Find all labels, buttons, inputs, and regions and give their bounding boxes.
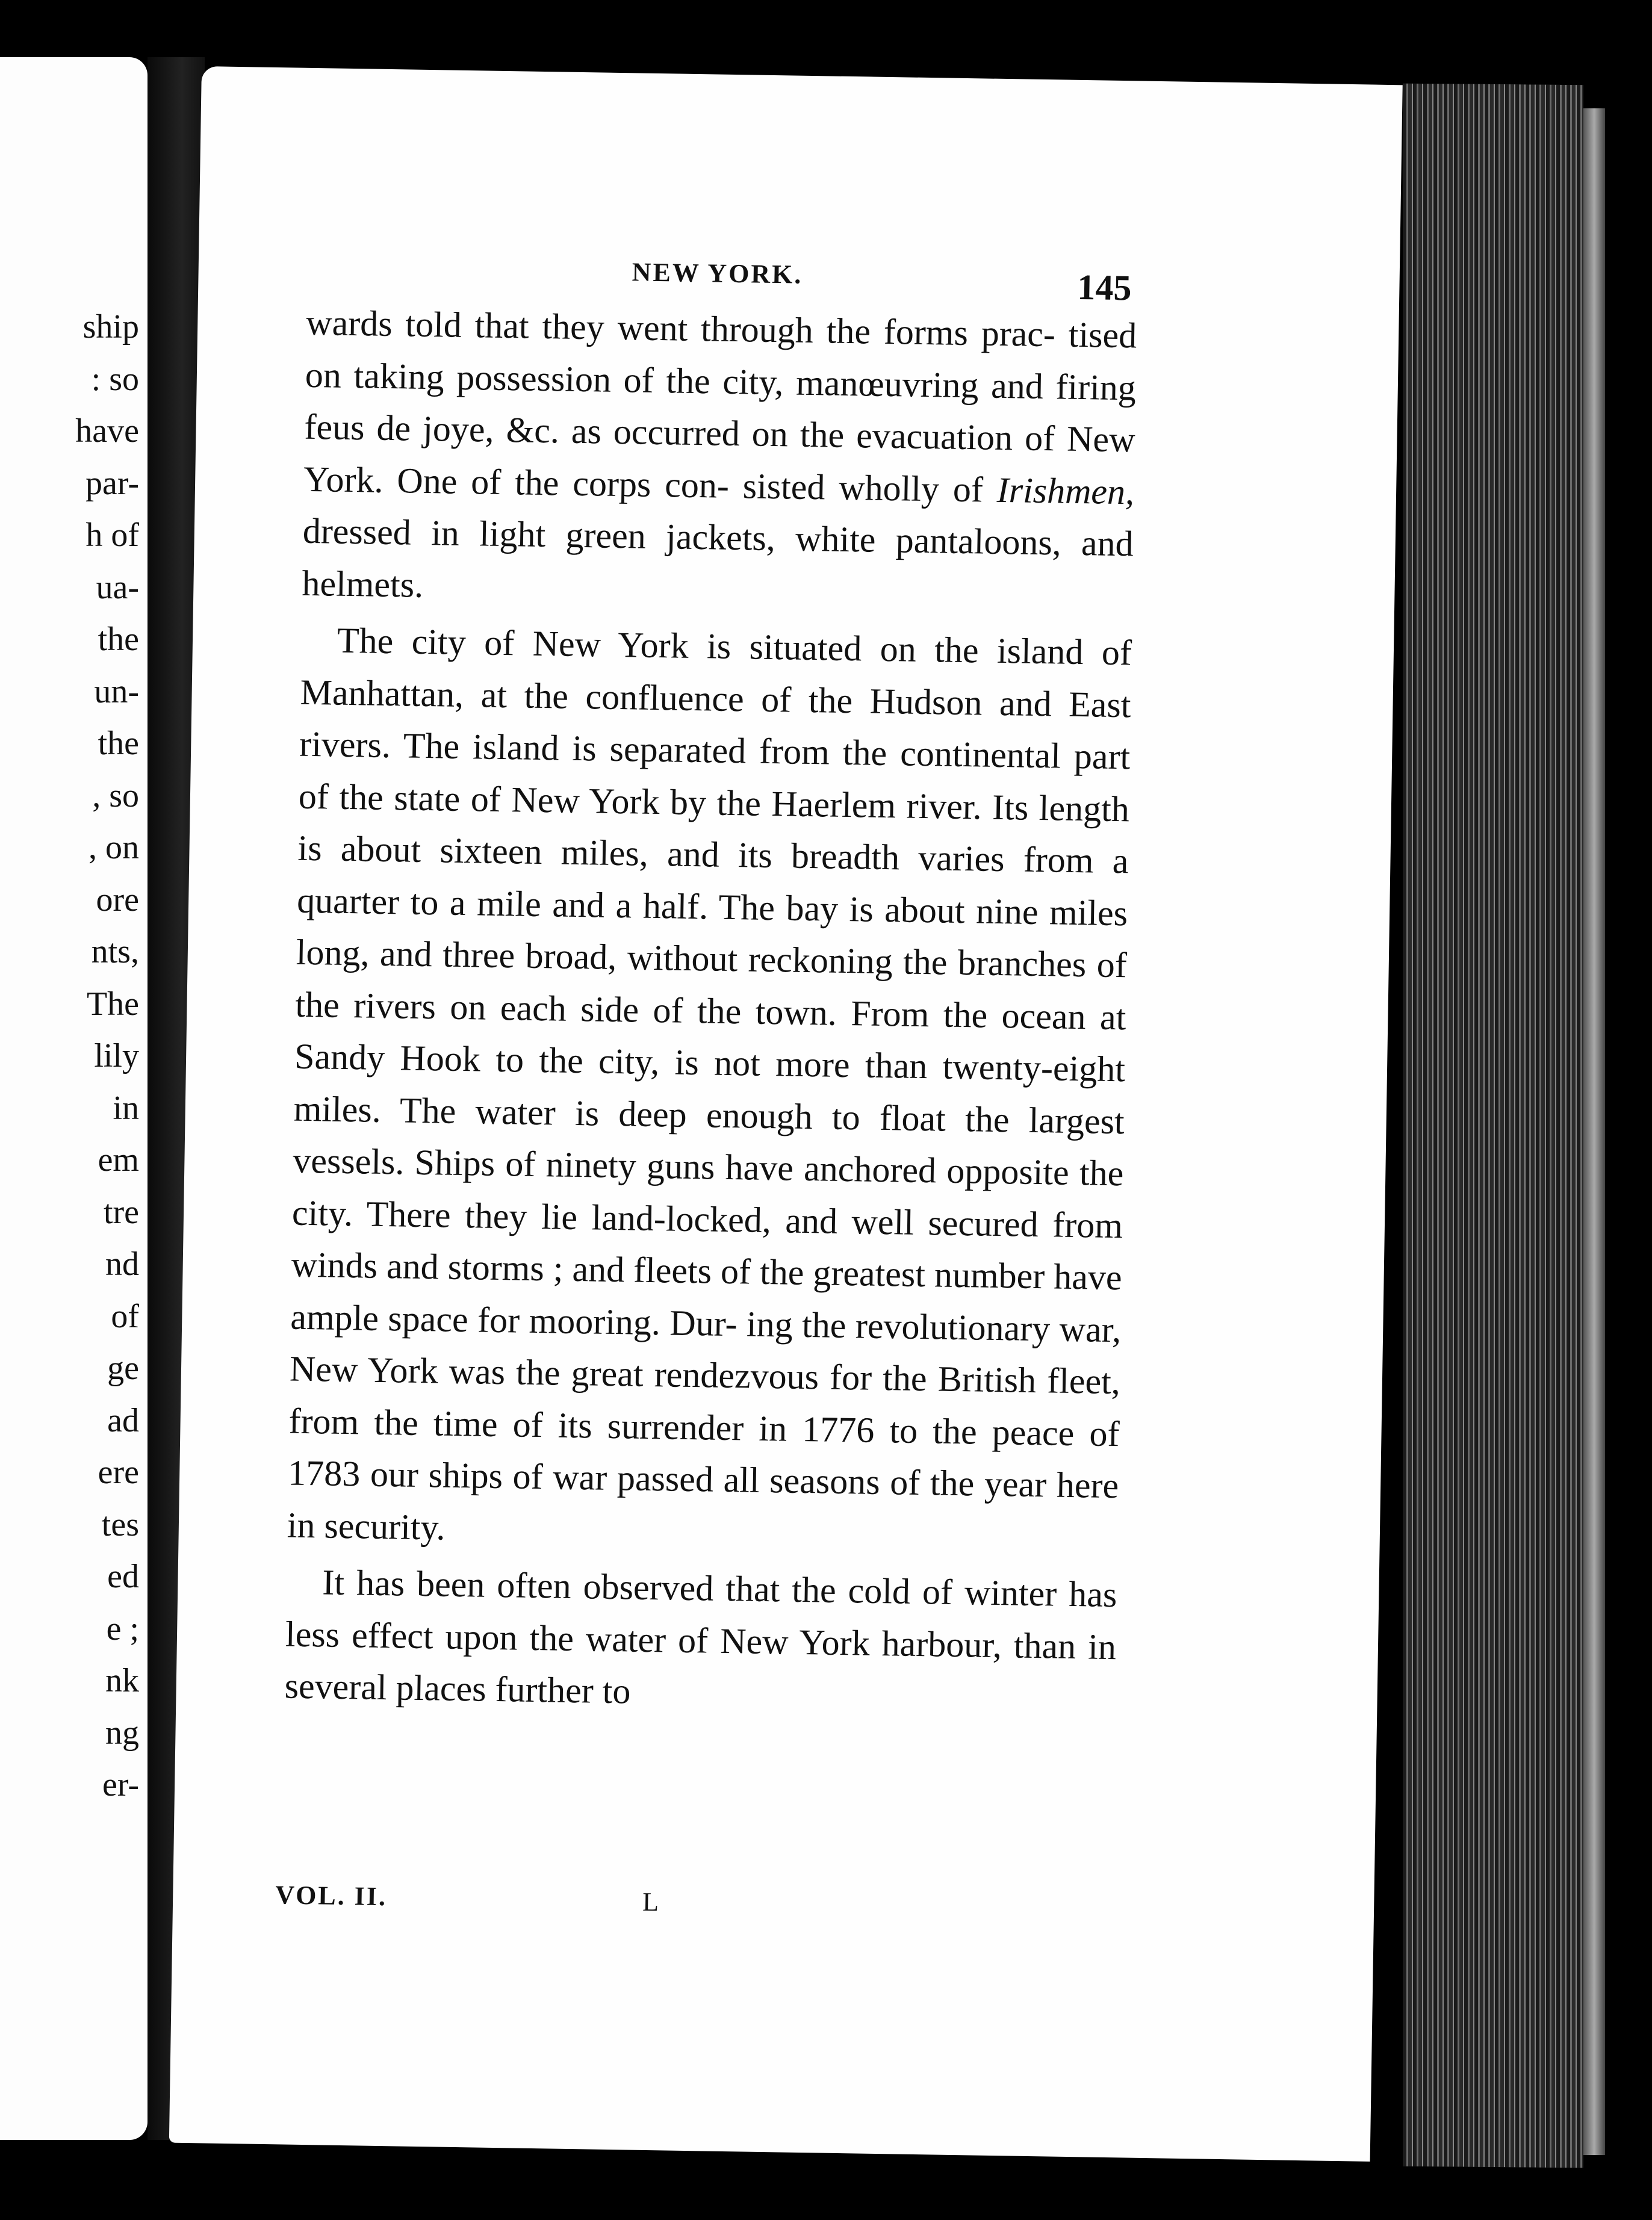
left-page-fragment: er-	[102, 1766, 139, 1803]
left-page-fragment: in	[113, 1089, 139, 1127]
left-page-fragment: : so	[91, 360, 139, 398]
text-line: and firing feus de joye, &c. as occurred on the	[304, 365, 1137, 455]
text-line: ing the revolutionary war, New York was the	[289, 1303, 1122, 1393]
left-page-fragment: ed	[107, 1558, 139, 1595]
text-line: enough to float the largest vessels. Ships of	[292, 1094, 1125, 1184]
paragraph	[284, 1556, 1117, 1725]
text-line: of Manhattan, at the confluence of the Hudson	[300, 632, 1132, 722]
text-line: The city of New York is situated on the island	[337, 620, 1084, 672]
left-page-fragment: ore	[96, 881, 139, 919]
text-line: year here in security.	[287, 1463, 1119, 1548]
left-page-fragment: h of	[85, 516, 139, 554]
left-page-fragment: lily	[94, 1037, 139, 1074]
left-page-fragment: ua-	[96, 568, 139, 606]
left-page-fragment: nk	[105, 1662, 139, 1699]
left-page-fragment: nts,	[91, 933, 139, 970]
text-line: great rendezvous for the British fleet, from the	[288, 1353, 1121, 1443]
text-line: Haerlem river. Its length is about sixteen miles,	[297, 783, 1130, 873]
left-page-fragment: par-	[85, 464, 139, 502]
text-line: and a half. The bay is about nine miles long,	[296, 884, 1128, 973]
text-line: evacuation of New York. One of the corps con-	[303, 415, 1135, 506]
left-page-fragment: e ;	[106, 1610, 139, 1648]
left-page-fragment: tes	[101, 1505, 139, 1543]
left-page-fragment: The	[86, 985, 139, 1023]
left-page-fragment: ship	[82, 308, 139, 346]
running-header: NEW YORK.	[632, 257, 803, 290]
paragraph	[287, 614, 1132, 1564]
text-line: and East rivers. The island is separated from the	[299, 683, 1132, 774]
text-line: wards told that they went through the forms prac-	[305, 302, 1056, 355]
left-page-fragment: the	[98, 621, 139, 658]
text-line: and its breadth varies from a quarter to a mile	[296, 834, 1129, 924]
left-page-fragment: of	[111, 1297, 139, 1335]
emphasis-text: Irishmen,	[996, 470, 1135, 512]
text-line: tised on taking possession of the city, manœuvring	[305, 314, 1137, 405]
left-page-fragment: have	[75, 412, 139, 450]
body-text	[284, 297, 1137, 1725]
text-line: the ocean at Sandy Hook to the city, is not more	[294, 994, 1126, 1085]
left-page-fragment: nd	[105, 1245, 139, 1283]
page-number: 145	[1076, 267, 1132, 308]
left-page-fragment: tre	[103, 1193, 139, 1231]
text-line: It has been often observed that the cold of	[321, 1562, 953, 1612]
text-line: jackets, white pantaloons, and helmets.	[302, 516, 1134, 605]
page-edges	[1403, 84, 1583, 2168]
left-page-fragment: ere	[98, 1454, 139, 1491]
signature-mark: L	[642, 1887, 659, 1917]
left-page-fragment: , so	[92, 777, 139, 814]
text-line: winter has less effect upon the water of New	[285, 1572, 1117, 1662]
left-facing-page	[0, 57, 148, 2140]
volume-signature: VOL. II.	[275, 1880, 388, 1912]
text-line: winds and storms ; and fleets of the greatest	[291, 1244, 926, 1295]
left-page-fragment: ge	[107, 1350, 139, 1387]
text-line: of the rivers on each side of the town. From	[295, 944, 1128, 1034]
text-line: York harbour, than in several places further to	[284, 1622, 1117, 1711]
text-line: sisted wholly of	[742, 465, 998, 510]
text-line: ninety guns have anchored opposite the city.	[291, 1144, 1124, 1233]
left-page-fragment: em	[98, 1141, 139, 1179]
left-page-fragment: ng	[105, 1714, 139, 1752]
text-line: and three broad, without reckoning the branches	[379, 933, 1087, 985]
text-line: dressed in light green	[302, 510, 647, 556]
text-line: number have ample space for mooring. Dur-	[290, 1254, 1123, 1344]
text-line: than twenty-eight miles. The water is deep	[293, 1045, 1126, 1135]
left-page-fragment: ad	[107, 1401, 139, 1439]
book-page	[169, 66, 1403, 2162]
cover-edge	[1583, 108, 1605, 2155]
left-page-fragment: un-	[94, 672, 139, 710]
text-line: time of its surrender in 1776 to the peace of	[433, 1403, 1120, 1454]
text-line: 1783 our ships of war passed all seasons of the	[287, 1453, 975, 1504]
text-line: continental part of the state of New York by the	[298, 733, 1131, 823]
left-page-fragment: the	[98, 725, 139, 762]
left-page-fragment: , on	[88, 829, 139, 866]
text-line: There they lie land-locked, and well secured from	[366, 1194, 1123, 1245]
paragraph	[302, 297, 1137, 622]
